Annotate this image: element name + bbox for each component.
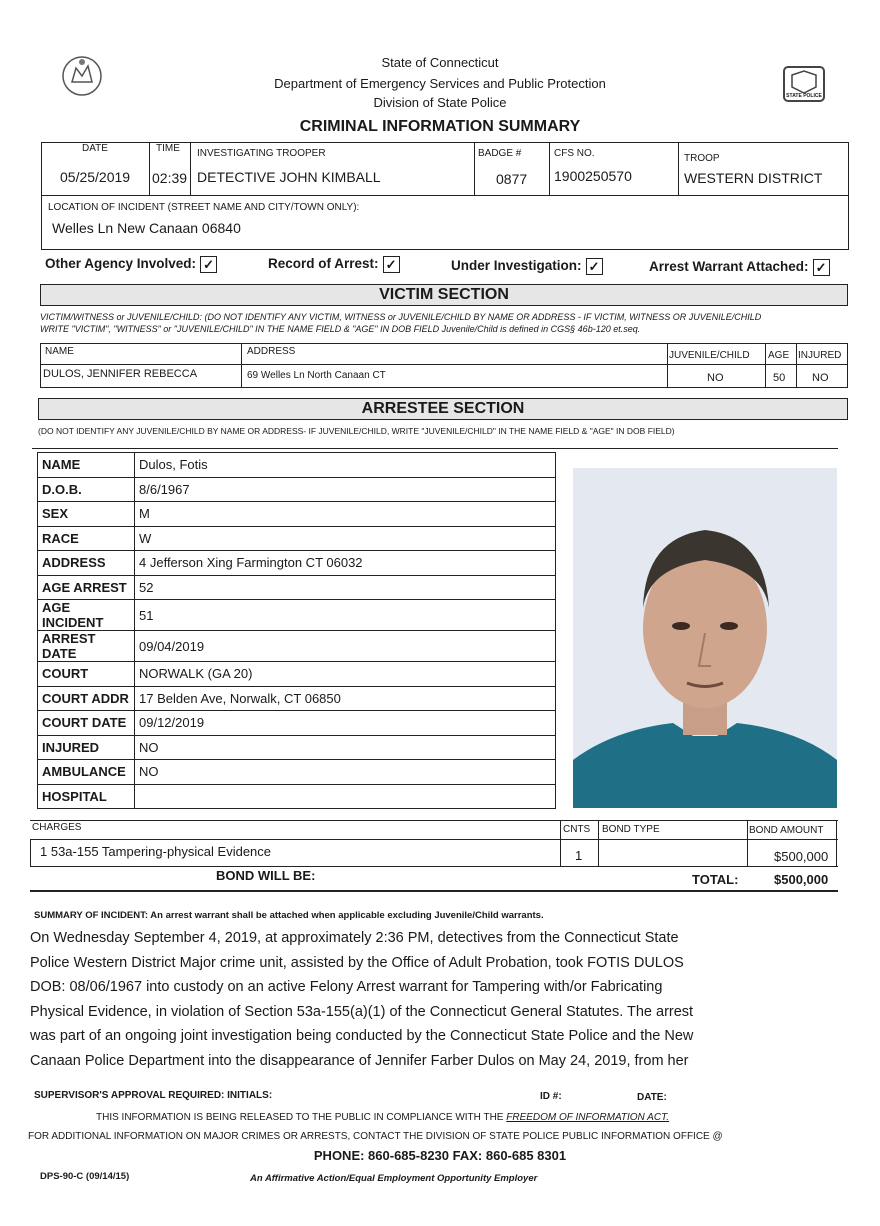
victim-address: 69 Welles Ln North Canaan CT [247, 370, 386, 381]
form-number: DPS-90-C (09/14/15) [40, 1171, 130, 1182]
arrestee-field-label: COURT DATE [38, 711, 135, 736]
arrestee-field-label: AGE ARREST [38, 575, 135, 600]
location-label: LOCATION OF INCIDENT (STREET NAME AND CITY/TOWN ONLY): [48, 202, 360, 213]
arrestee-field-label: AGE INCIDENT [38, 600, 135, 631]
arrestee-field-value: 4 Jefferson Xing Farmington CT 06032 [135, 551, 556, 576]
arrestee-row [38, 711, 556, 736]
arrestee-row [38, 453, 556, 478]
victim-age: 50 [773, 372, 786, 384]
arrestee-field-label: COURT [38, 662, 135, 687]
record-arrest-checkbox[interactable]: ✓ [383, 256, 400, 273]
date-footer-label: DATE: [637, 1092, 667, 1103]
summary-line: was part of an ongoing joint investigation being conducted by the Connecticut State Police and the New [30, 1028, 694, 1045]
arrestee-field-label: COURT ADDR [38, 686, 135, 711]
victim-juvenile: NO [707, 372, 724, 384]
victim-age-label: AGE [768, 350, 790, 361]
state-name: State of Connecticut [381, 55, 499, 70]
victim-section-title: VICTIM SECTION [40, 284, 848, 306]
victim-injured-label: INJURED [798, 350, 842, 361]
arrestee-field-label: HOSPITAL [38, 784, 135, 809]
cfs-value: 1900250570 [554, 168, 632, 184]
victim-note-2: WRITE "VICTIM", "WITNESS" or "JUVENILE/CHILD" IN THE NAME FIELD & "AGE" IN DOB FIELD Juvenile/Child is defined in CGS§ 46b-120 et.seq. [40, 324, 641, 334]
under-investigation-checkbox[interactable]: ✓ [586, 258, 603, 275]
arrestee-field-value: NO [135, 735, 556, 760]
arrestee-field-value: Dulos, Fotis [135, 453, 556, 478]
arrestee-field-label: ADDRESS [38, 551, 135, 576]
record-arrest-field: Record of Arrest: ✓ [268, 256, 400, 273]
cfs-label: CFS NO. [554, 148, 595, 159]
arrestee-field-label: D.O.B. [38, 477, 135, 502]
victim-note-1: VICTIM/WITNESS or JUVENILE/CHILD: (DO NOT IDENTIFY ANY VICTIM, WITNESS or JUVENILE/CHILD BY NAME OR ADDRESS - IF VICTIM, WITNESS OR JUVENILE/CHILD [40, 312, 762, 322]
date-label: DATE [82, 143, 108, 154]
summary-text [30, 926, 850, 1074]
arrestee-row [38, 575, 556, 600]
arrestee-row [38, 735, 556, 760]
arrestee-field-label: ARREST DATE [38, 631, 135, 662]
arrestee-field-value: M [135, 502, 556, 527]
summary-label: SUMMARY OF INCIDENT: An arrest warrant shall be attached when applicable excluding Juvenile/Child warrants. [34, 910, 544, 921]
arrestee-section-title: ARRESTEE SECTION [38, 398, 848, 420]
arrestee-photo [573, 468, 837, 808]
id-label: ID #: [540, 1091, 562, 1102]
charges-table [30, 820, 838, 891]
arrestee-field-value [135, 784, 556, 809]
location-value: Welles Ln New Canaan 06840 [52, 220, 241, 236]
arrestee-row [38, 784, 556, 809]
arrestee-row [38, 600, 556, 631]
warrant-attached-checkbox[interactable]: ✓ [813, 259, 830, 276]
badge-value: 0877 [496, 171, 528, 187]
incident-info-box [41, 142, 849, 250]
arrestee-field-value: NO [135, 760, 556, 785]
arrestee-row [38, 477, 556, 502]
bond-amount-label: BOND AMOUNT [749, 825, 824, 836]
foia-notice: THIS INFORMATION IS BEING RELEASED TO THE PUBLIC IN COMPLIANCE WITH THE FREEDOM OF INFORMATION ACT. [96, 1112, 670, 1123]
victim-name-label: NAME [45, 346, 74, 357]
phone-fax: PHONE: 860-685-8230 FAX: 860-685 8301 [313, 1148, 567, 1163]
summary-line: Physical Evidence, in violation of Section 53a-155(a)(1) of the Connecticut General Statutes. The arrest [30, 1003, 694, 1020]
summary-line: Canaan Police Department into the disappearance of Jennifer Farber Dulos on May 24, 2019, from her [30, 1052, 689, 1069]
arrestee-field-value: W [135, 526, 556, 551]
department-name: Department of Emergency Services and Public Protection [274, 76, 606, 91]
arrestee-field-value: 09/12/2019 [135, 711, 556, 736]
arrestee-row [38, 760, 556, 785]
arrestee-field-value: 09/04/2019 [135, 631, 556, 662]
date-value: 05/25/2019 [60, 169, 131, 185]
trooper-label: INVESTIGATING TROOPER [197, 148, 326, 159]
other-agency-checkbox[interactable]: ✓ [200, 256, 217, 273]
arrestee-row [38, 686, 556, 711]
arrestee-field-value: NORWALK (GA 20) [135, 662, 556, 687]
summary-line: DOB: 08/06/1967 into custody on an active Felony Arrest warrant for Tampering with/or Fabricating [30, 979, 663, 996]
contact-notice: FOR ADDITIONAL INFORMATION ON MAJOR CRIMES OR ARRESTS, CONTACT THE DIVISION OF STATE POLICE PUBLIC INFORMATION OFFICE @ [28, 1131, 723, 1142]
bond-type-label: BOND TYPE [602, 824, 660, 835]
arrestee-row [38, 551, 556, 576]
arrestee-field-label: NAME [38, 453, 135, 478]
other-agency-field: Other Agency Involved: ✓ [45, 256, 217, 273]
victim-table [40, 343, 848, 388]
time-value: 02:39 [152, 170, 188, 186]
arrestee-field-value: 17 Belden Ave, Norwalk, CT 06850 [135, 686, 556, 711]
troop-value: WESTERN DISTRICT [684, 170, 823, 186]
arrestee-row [38, 631, 556, 662]
supervisor-approval: SUPERVISOR'S APPROVAL REQUIRED: INITIALS: [34, 1090, 273, 1101]
arrestee-field-label: AMBULANCE [38, 760, 135, 785]
arrestee-field-label: RACE [38, 526, 135, 551]
under-investigation-field: Under Investigation: ✓ [451, 258, 603, 275]
badge-text: STATE POLICE [786, 93, 822, 99]
arrestee-field-value: 52 [135, 575, 556, 600]
cnts-label: CNTS [563, 824, 591, 835]
charge-count: 1 [575, 848, 583, 863]
troop-label: TROOP [684, 153, 720, 164]
arrestee-table [37, 452, 556, 809]
victim-injured: NO [812, 372, 829, 384]
total-label: TOTAL: [692, 872, 739, 887]
arrestee-row [38, 526, 556, 551]
charge-bond-amount: $500,000 [774, 849, 829, 864]
victim-name: DULOS, JENNIFER REBECCA [43, 368, 198, 380]
charges-label: CHARGES [32, 822, 82, 833]
victim-juvenile-label: JUVENILE/CHILD [669, 350, 750, 361]
total-value: $500,000 [774, 872, 829, 887]
time-label: TIME [156, 143, 180, 154]
page-title: CRIMINAL INFORMATION SUMMARY [299, 118, 581, 135]
warrant-attached-field: Arrest Warrant Attached: ✓ [649, 259, 830, 276]
charge-description: 1 53a-155 Tampering-physical Evidence [40, 844, 272, 859]
badge-label: BADGE # [478, 148, 522, 159]
bond-will-be-label: BOND WILL BE: [216, 868, 316, 883]
arrestee-field-label: INJURED [38, 735, 135, 760]
summary-line: On Wednesday September 4, 2019, at approximately 2:36 PM, detectives from the Connecticut State [30, 930, 679, 946]
trooper-value: DETECTIVE JOHN KIMBALL [197, 169, 381, 185]
employer-statement: An Affirmative Action/Equal Employment Opportunity Employer [250, 1173, 538, 1184]
arrestee-note: (DO NOT IDENTIFY ANY JUVENILE/CHILD BY NAME OR ADDRESS- IF JUVENILE/CHILD, WRITE "JUVENILE/CHILD" IN THE NAME FIELD & "AGE" IN DOB FIELD) [38, 426, 675, 436]
summary-line: Police Western District Major crime unit, assisted by the Office of Adult Probation, took FOTIS DULOS [30, 954, 684, 971]
arrestee-row [38, 662, 556, 687]
arrestee-field-value: 8/6/1967 [135, 477, 556, 502]
division-name: Division of State Police [373, 95, 507, 110]
foia-link[interactable]: FREEDOM OF INFORMATION ACT. [506, 1112, 670, 1123]
victim-address-label: ADDRESS [247, 346, 296, 357]
arrestee-field-label: SEX [38, 502, 135, 527]
arrestee-field-value: 51 [135, 600, 556, 631]
arrestee-row [38, 502, 556, 527]
